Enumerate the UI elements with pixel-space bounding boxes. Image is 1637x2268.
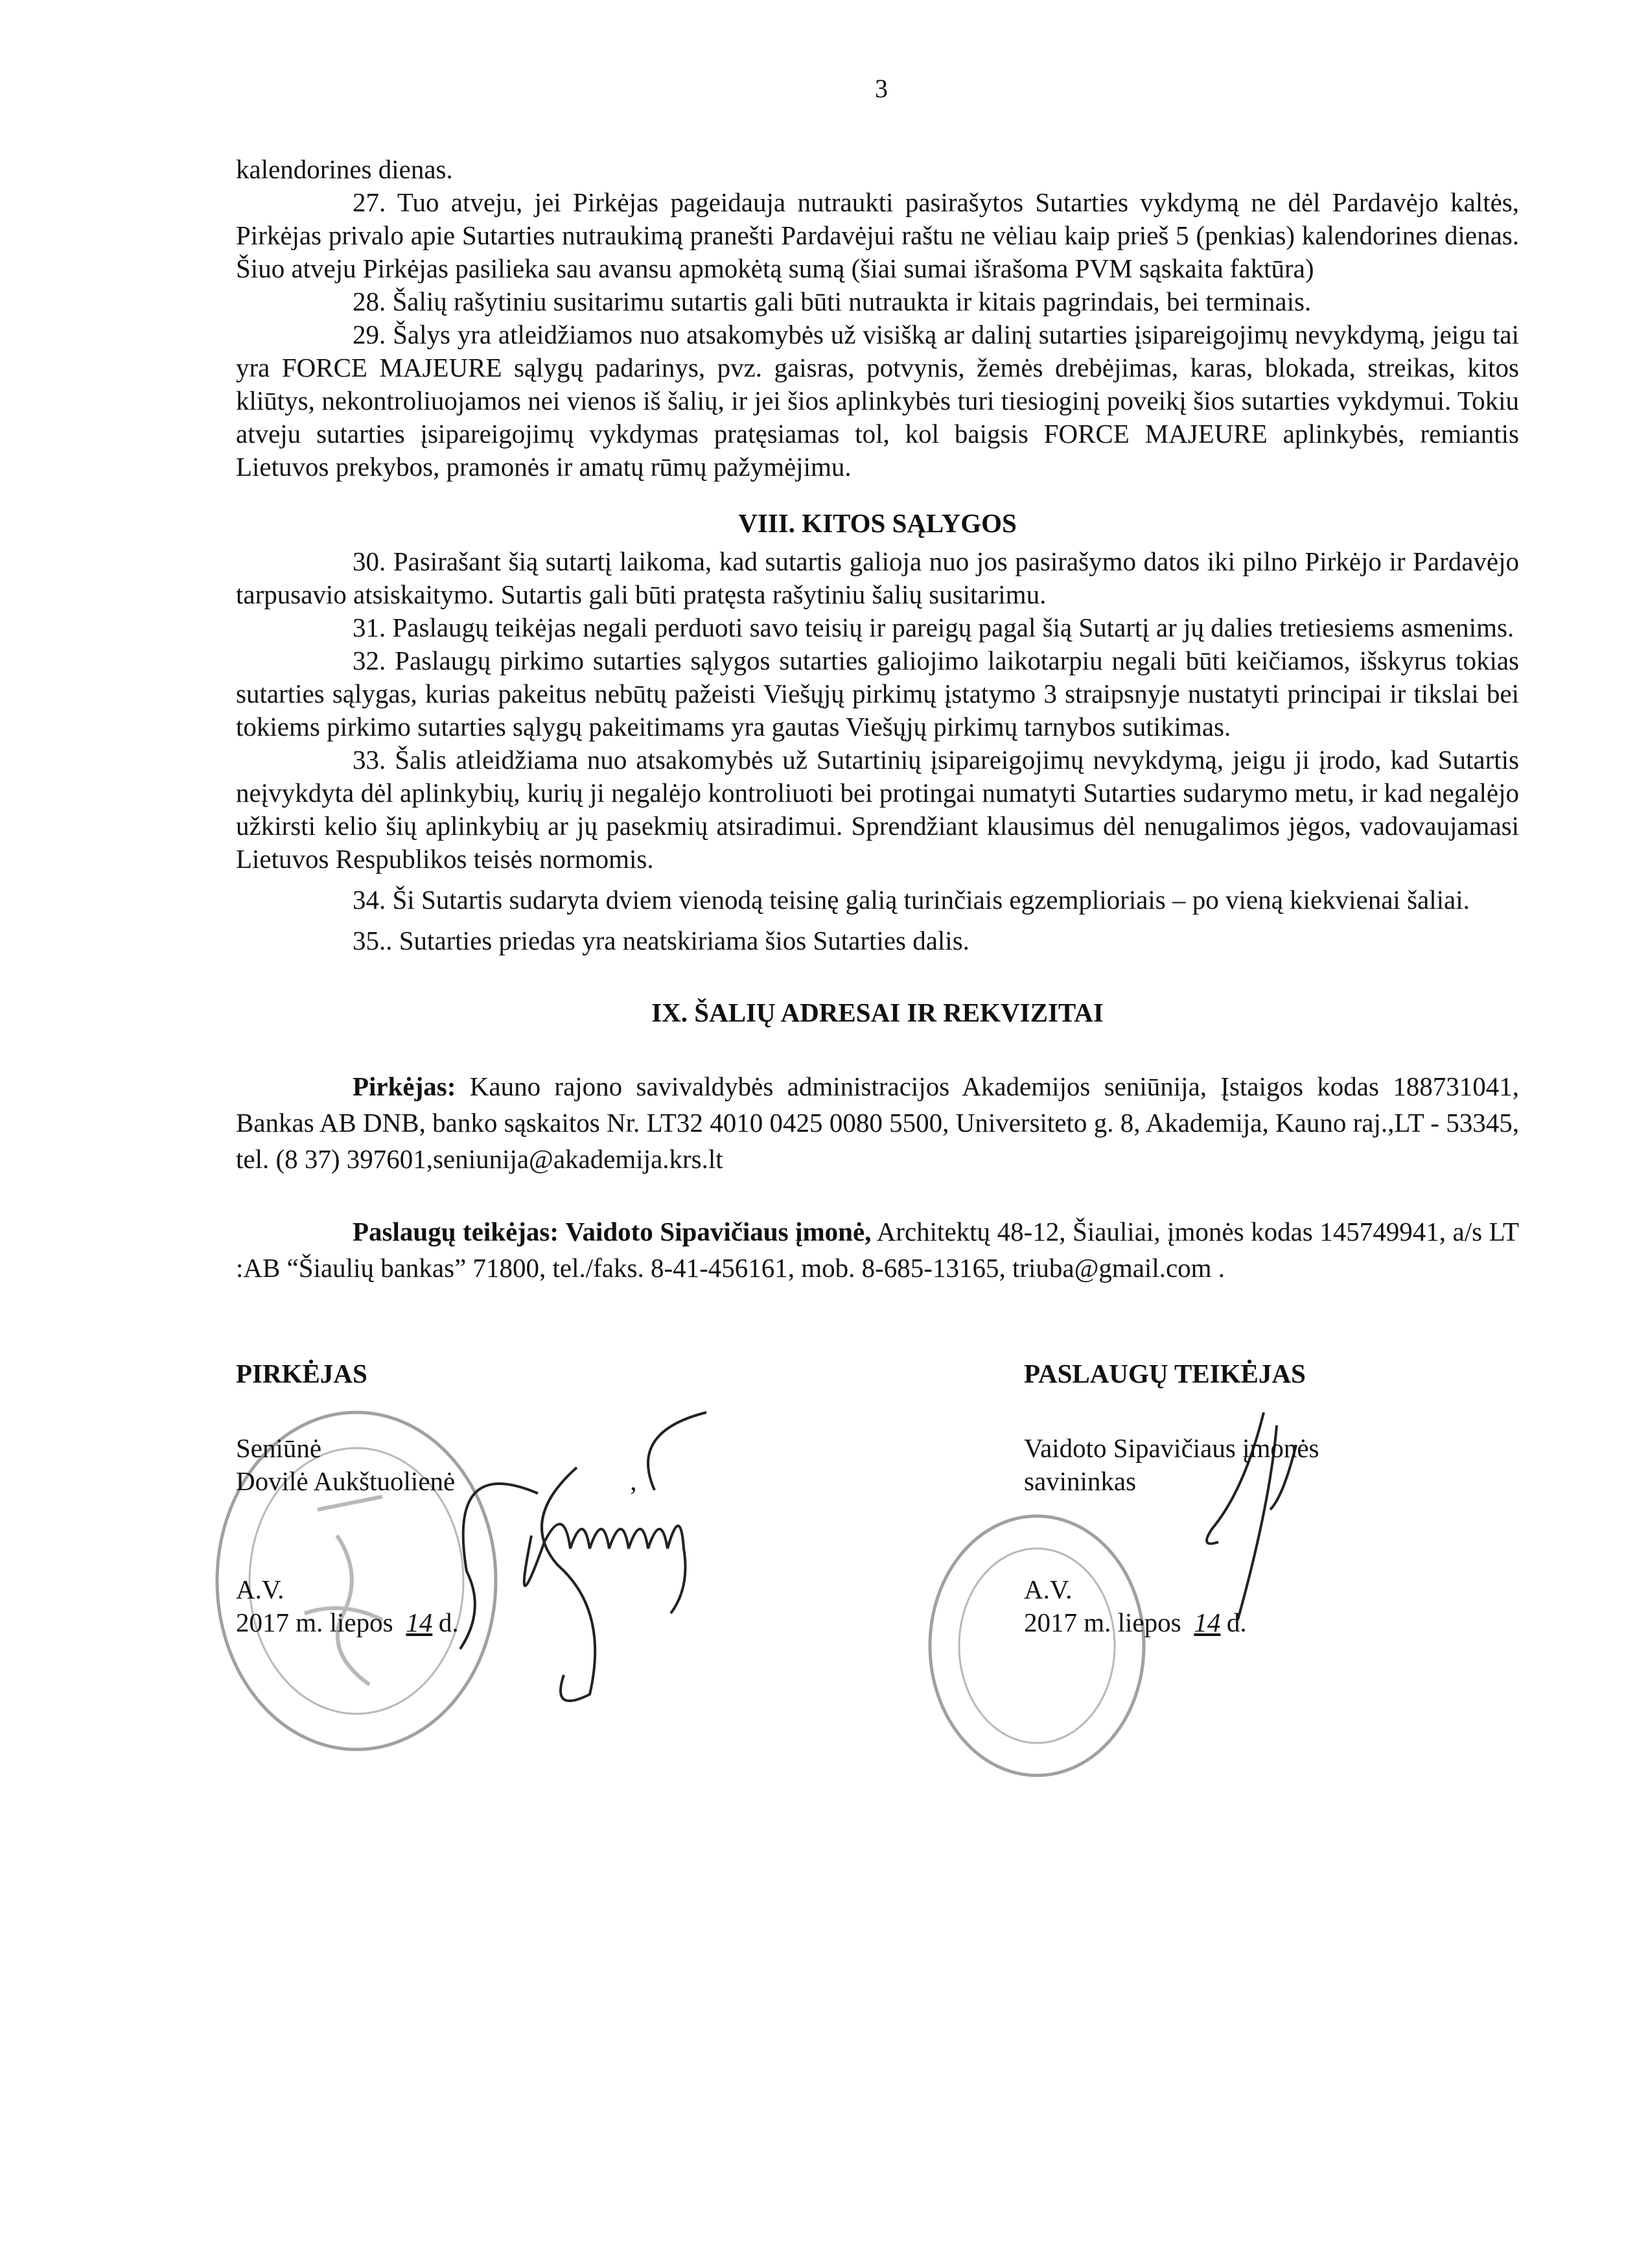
clause-text: Šalių rašytiniu susitarimu sutartis gali būti nutraukta ir kitais pagrindais, bei terminais. [392,286,1312,316]
clause-text: Tuo atveju, jei Pirkėjas pageidauja nutraukti pasirašytos Sutarties vykdymą ne dėl Pardavėjo kaltės, Pirkėjas privalo apie Sutarties nutraukimą pranešti Pardavėjui raštu ne vėliau kaip prieš 5 (penkias) kalendorines dienas. Šiuo atveju Pirkėjas pasilieka sau avansu apmokėtą sumą (šiai sumai išrašoma PVM sąskaita faktūra) [236,187,1519,283]
clause-number: 29. [353,320,386,349]
clause-text: Paslaugų pirkimo sutarties sąlygos sutarties galiojimo laikotarpiu negali būti keičiamos, išskyrus tokias sutarties sąlygas, kurias pakeitus nebūtų pažeisti Viešųjų pirkimų įstatymo 3 straipsnyje nustatyti principai ir tikslai bei tokiems pirkimo sutarties sąlygų pakeitimams yra gautas Viešųjų pirkimų tarnybos sutikimas. [236,646,1519,742]
clause-text: Ši Sutartis sudaryta dviem vienodą teisinę galią turinčiais egzemplioriais – po vieną kiekvienai šaliai. [392,885,1470,915]
clause-text: Šalys yra atleidžiamos nuo atsakomybės už visišką ar dalinį sutarties įsipareigojimų nevykdymą, jeigu tai yra FORCE MAJEURE sąlygų padarinys, pvz. gaisras, potvynis, žemės drebėjimas, karas, blokada, streikas, kitos kliūtys, nekontroliuojamos nei vienos iš šalių, ir jei šios aplinkybės turi tiesioginį poveikį šios sutarties vykdymui. Tokiu atveju sutarties įsipareigojimų vykdymas pratęsiamas tol, kol baigsis FORCE MAJEURE aplinkybės, remiantis Lietuvos prekybos, pramonės ir amatų rūmų pažymėjimu. [236,320,1520,482]
paragraph-text: kalendorines dienas. [236,154,453,184]
section-viii-heading: VIII. KITOS SĄLYGOS [738,508,1017,538]
clause-number: 31. [353,613,386,642]
clause-35 [236,924,1519,957]
clause-text: Pasirašant šią sutartį laikoma, kad sutartis galioja nuo jos pasirašymo datos iki pilno Pirkėjo ir Pardavėjo tarpusavio atsiskaitymo. Sutartis gali būti pratęsta rašytiniu šalių susitarimu. [236,546,1520,609]
clause-number: 33. [353,745,386,775]
clause-text: Sutarties priedas yra neatskiriama šios Sutarties dalis. [399,926,969,955]
provider-role: Vaidoto Sipavičiaus įmonės [1024,1433,1319,1463]
date-suffix: d. [438,1607,459,1637]
section-vii-tail [236,153,1519,484]
clause-number: 32. [353,646,386,675]
buyer-date [236,1606,1024,1639]
clause-28 [236,285,1519,318]
provider-date [1024,1606,1519,1639]
buyer-seal-mark: A.V. [236,1574,284,1604]
buyer-details [236,1068,1519,1177]
clause-number: 28. [353,286,386,316]
date-suffix: d. [1226,1607,1247,1637]
date-prefix: 2017 m. liepos [1024,1607,1181,1637]
clause-number: 30. [353,546,386,576]
buyer-signature-block [236,1357,1024,1639]
clause-31 [236,611,1519,644]
clause-32 [236,644,1519,743]
clause-34 [236,883,1519,917]
date-day: 14 [406,1607,433,1637]
signature-section [236,1357,1519,1639]
buyer-label: Pirkėjas: [353,1071,456,1101]
document-body [236,153,1519,1639]
paragraph-continuation [236,153,1519,186]
provider-title: PASLAUGŲ TEIKĖJAS [1024,1359,1306,1388]
buyer-signatory-name: Dovilė Aukštuolienė [236,1466,456,1496]
section-ix-heading: IX. ŠALIŲ ADRESAI IR REKVIZITAI [651,998,1104,1027]
clause-33 [236,743,1519,876]
clause-number: 27. [353,187,386,217]
provider-name: Vaidoto Sipavičiaus įmonė, [565,1217,872,1246]
buyer-comma: , [630,1466,637,1496]
page-number: 3 [875,74,888,103]
buyer-title: PIRKĖJAS [236,1359,367,1388]
provider-details [236,1213,1519,1286]
buyer-role: Seniūnė [236,1433,322,1463]
clause-number: 34. [353,885,386,915]
section-viii [236,545,1519,957]
clause-text: Šalis atleidžiama nuo atsakomybės už Sutartinių įsipareigojimų nevykdymą, jeigu ji įrodo, kad Sutartis neįvykdyta dėl aplinkybių, kurių ji negalėjo kontroliuoti bei protingai numatyti Sutarties sudarymo metu, ir kad negalėjo užkirsti kelio šių aplinkybių ar jų pasekmių atsiradimui. Sprendžiant klausimus dėl nenugalimos jėgos, vadovaujamasi Lietuvos Respublikos teisės normomis. [236,745,1520,874]
clause-text: Paslaugų teikėjas negali perduoti savo teisių ir pareigų pagal šią Sutartį ar jų dalies tretiesiems asmenims. [392,613,1515,642]
date-prefix: 2017 m. liepos [236,1607,393,1637]
provider-seal-mark: A.V. [1024,1574,1073,1604]
buyer-text: Kauno rajono savivaldybės administracijos Akademijos seniūnija, Įstaigos kodas 188731041, Bankas AB DNB, banko sąskaitos Nr. LT32 4010 0425 0080 5500, Universiteto g. 8, Akademija, Kauno raj.,LT - 53345, tel. (8 37) 397601,seniunija@akademija.krs.lt [236,1071,1520,1174]
date-day: 14 [1194,1607,1221,1637]
clause-29 [236,318,1519,484]
provider-signature-block [1024,1357,1519,1639]
provider-label: Paslaugų teikėjas: [353,1217,559,1246]
provider-role-line2: savininkas [1024,1466,1137,1496]
clause-30 [236,545,1519,611]
provider-text: Architektų 48-12, Šiauliai, įmonės kodas 145749941, a/s LT :AB “Šiaulių bankas” 71800, tel./faks. 8-41-456161, mob. 8-685-13165, triuba@gmail.com . [236,1217,1519,1283]
clause-number: 35.. [353,926,393,955]
buyer-name-line [236,1465,1024,1498]
clause-27 [236,186,1519,285]
